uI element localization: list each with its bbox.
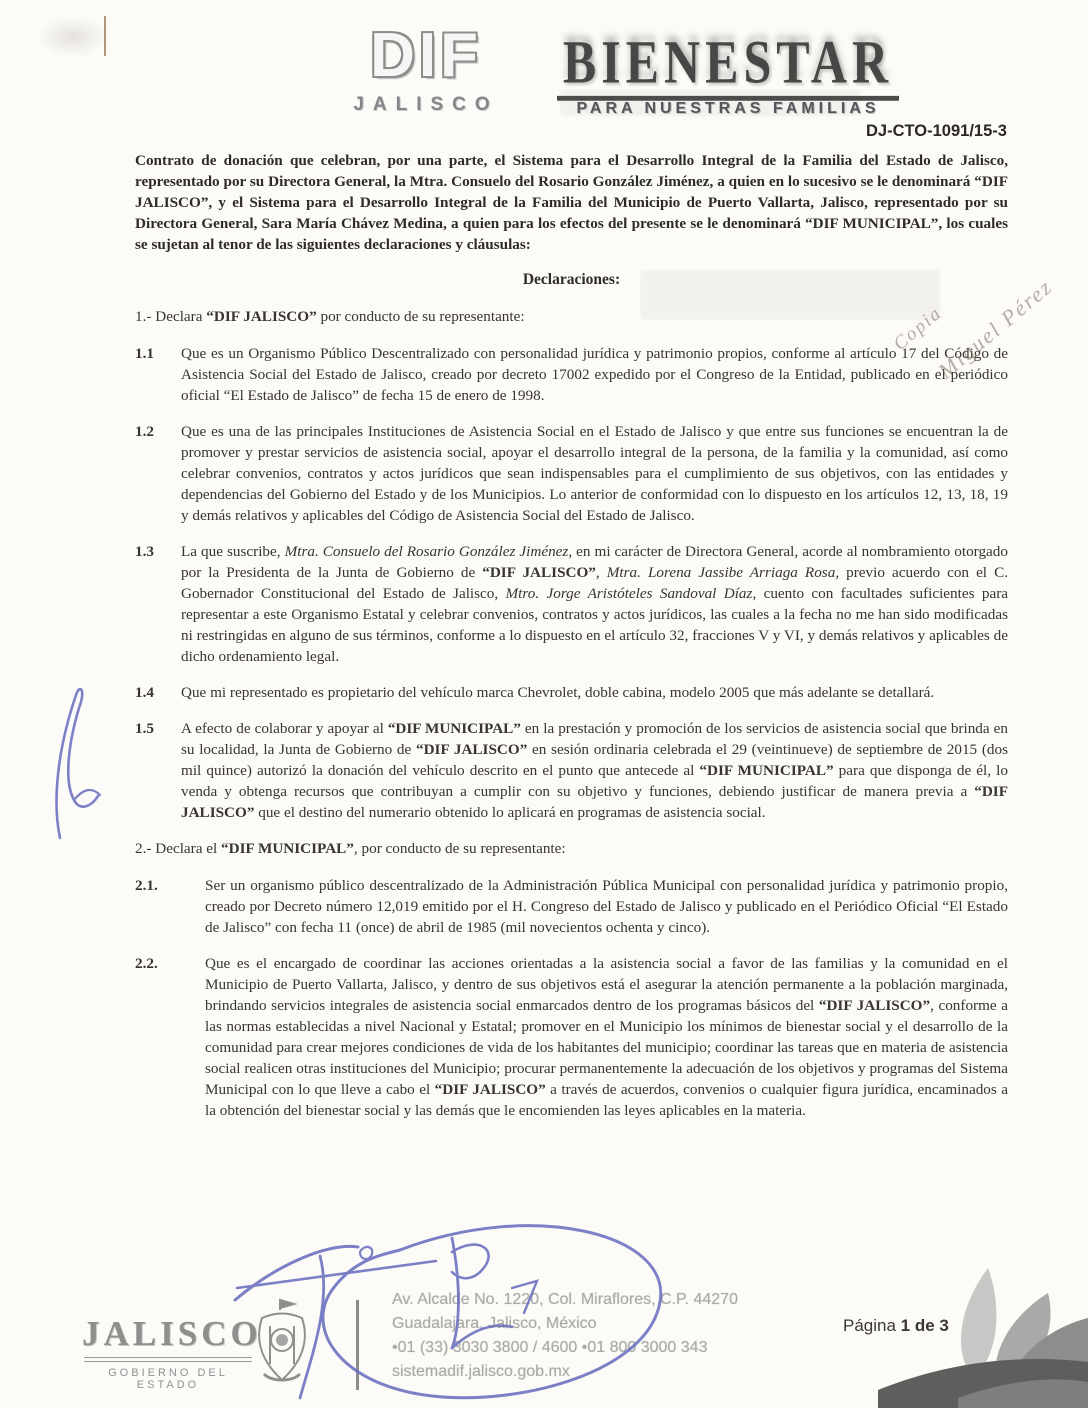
text-segment: “DIF JALISCO” xyxy=(818,997,931,1014)
jalisco-logo-text: JALISCO xyxy=(82,1314,262,1353)
text-segment: “DIF MUNICIPAL” xyxy=(699,762,834,779)
jalisco-government-logo xyxy=(82,1314,262,1391)
text-segment: Mtra. Lorena Jassibe Arriaga Rosa xyxy=(606,564,836,581)
item-text xyxy=(181,682,1008,703)
text-segment: “DIF MUNICIPAL” xyxy=(387,720,521,737)
item-text xyxy=(181,718,1008,823)
contract-intro-paragraph xyxy=(135,150,1008,255)
item-text xyxy=(205,875,1008,938)
document-reference-number: DJ-CTO-1091/15-3 xyxy=(866,122,1007,140)
declaration-item-1-1 xyxy=(135,343,1008,406)
text-segment: , por conducto de su representante: xyxy=(353,840,566,857)
text-segment: para que disponga de él, lo venda y obtenga recursos que contribuyan a cumplir con su objetivo y funciones, debiendo justificar de manera previa a xyxy=(181,762,1008,800)
item-text xyxy=(181,421,1008,526)
declarations xyxy=(135,306,1008,1121)
text-segment: A efecto de colaborar y apoyar al xyxy=(181,720,388,737)
declaration-item-2-1 xyxy=(135,875,1008,938)
text-segment: Que es una de las principales Instituciones de Asistencia Social en el Estado de Jalisco y que entre sus funciones se encuentran la de promover y prestar servicios de asistencia social, apoyar el desarrollo integral de la persona, de la familia y la comunidad, así como celebrar convenios, contratos y actos jurídicos que sean indispensables para el cumplimiento de sus objetivos, con las entidades y dependencias del Gobierno del Estado y de los Municipios. Lo anterior de conformidad con lo dispuesto en los artículos 12, 13, 18, 19 y demás relativos y aplicables del Código de Asistencia Social del Estado de Jalisco. xyxy=(181,423,1008,524)
page-label-prefix: Página xyxy=(843,1316,901,1335)
text-segment: Que es el encargado de coordinar las acciones orientadas a la asistencia social a favor de las familias y la comunidad en el Municipio de Puerto Vallarta, Jalisco, y dentro de sus objetivos está el asegurar la atención permanente a la población marginada, brindando servicios integrales de asistencia social enmarcados dentro de los programas básicos del xyxy=(205,955,1008,1014)
bienestar-logo xyxy=(498,27,958,118)
logo-divider-rule xyxy=(84,1357,252,1362)
text-segment: 2.- Declara el xyxy=(135,840,222,857)
footer-address-line: •01 (33) 3030 3800 / 4600 •01 800 3000 343 xyxy=(392,1339,708,1356)
text-segment: , conforme a las normas establecidas a nivel Nacional y Estatal; promover en el Municipio los mínimos de bienestar social y el desarrollo de la comunidad para crear mejores condiciones de vida de los habitantes del municipio; coordinar las tareas que en materia de asistencia social realicen otras instituciones del Municipio; procurar permanentemente la adecuación de los objetivos y programas del Sistema Municipal con lo que lleve a cabo el xyxy=(205,997,1008,1098)
text-segment: 1.- Declara xyxy=(135,308,207,325)
declaration-item-1-5 xyxy=(135,718,1008,823)
item-number: 1.5 xyxy=(135,720,154,737)
contract-body xyxy=(135,150,1008,1136)
declaration-heading xyxy=(135,306,1008,327)
text-segment: “DIF JALISCO” xyxy=(482,564,596,581)
scan-artifact xyxy=(36,16,110,58)
text-segment: en sesión ordinaria celebrada el 29 (veintinueve) de septiembre de 2015 (dos mil quince) autorizó la donación del vehículo descrito en el punto que antecede al xyxy=(181,741,1009,779)
handwritten-note: Miguel Pérez xyxy=(933,273,1058,384)
footer-divider xyxy=(356,1300,359,1390)
dif-logo-text: DIF xyxy=(370,21,482,90)
bienestar-logo-subtext: PARA NUESTRAS FAMILIAS xyxy=(576,100,880,117)
declaration-item-1-4 xyxy=(135,682,1008,703)
text-segment: “DIF JALISCO” xyxy=(206,308,317,325)
text-segment: La que suscribe, xyxy=(181,543,285,560)
text-segment: Mtro. Jorge Aristóteles Sandoval Díaz xyxy=(505,585,753,602)
item-number: 2.2. xyxy=(135,955,158,972)
text-segment: a través de acuerdos, convenios o cualquier figura jurídica, encaminados a la obtención del bienestar social y las demás que le encomienden las leyes aplicables en la materia. xyxy=(205,1081,1008,1119)
text-segment: por conducto de su representante: xyxy=(316,308,525,325)
text-segment: Que mi representado es propietario del vehículo marca Chevrolet, doble cabina, modelo 2005 que más adelante se detallará. xyxy=(181,684,935,701)
page-label-value: 1 de 3 xyxy=(900,1316,949,1335)
footer-address-line: sistemadif.jalisco.gob.mx xyxy=(392,1363,570,1380)
item-number: 1.4 xyxy=(135,684,154,701)
footer-address-line: Guadalajara, Jalisco, México xyxy=(392,1315,597,1332)
item-text xyxy=(181,541,1008,667)
text-segment: en la prestación y promoción de los servicios de asistencia social que brinda en su localidad, la Junta de Gobierno de xyxy=(181,720,1008,758)
text-segment: “DIF MUNICIPAL” xyxy=(221,840,354,857)
text-segment: Contrato de donación que celebran, por una parte, el Sistema para el Desarrollo Integral de la Familia del Estado de Jalisco, representado por su Directora General, la Mtra. Consuelo del Rosario González Jiménez, a quien en lo sucesivo se le denominará “DIF JALISCO”, y el Sistema para el Desarrollo Integral de la Familia del Municipio de Puerto Vallarta, Jalisco, representado por su Directora General, Sara María Chávez Medina, a quien para los efectos del presente se le denominará “DIF MUNICIPAL”, los cuales se sujetan al tenor de las siguientes declaraciones y cláusulas: xyxy=(135,152,1008,253)
item-number: 2.1. xyxy=(135,877,158,894)
footer-address xyxy=(392,1288,752,1384)
item-number: 1.2 xyxy=(135,423,154,440)
corner-leaves-decoration xyxy=(838,1258,1088,1408)
text-segment: , previo acuerdo con el C. Gobernador Constitucional del Estado de Jalisco, xyxy=(181,564,1008,602)
text-segment: , xyxy=(595,564,607,581)
jalisco-logo-subtext: GOBIERNO DEL ESTADO xyxy=(108,1367,228,1391)
item-text xyxy=(205,953,1008,1121)
text-segment: Que es un Organismo Público Descentralizado con personalidad jurídica y patrimonio propios, conforme al artículo 17 del Código de Asistencia Social del Estado de Jalisco, creado por decreto 17002 expedido por el Congreso de la Entidad, publicado en el periódico oficial “El Estado de Jalisco” de fecha 15 de enero de 1998. xyxy=(181,345,1008,404)
declaration-item-1-2 xyxy=(135,421,1008,526)
item-text xyxy=(181,343,1008,406)
text-segment: que el destino del numerario obtenido lo aplicará en programas de asistencia social. xyxy=(254,804,766,821)
declaration-item-2-2 xyxy=(135,953,1008,1121)
text-segment: , en mi carácter de Directora General, acorde al nombramiento otorgado por la Presidenta de la Junta de Gobierno de xyxy=(181,543,1008,581)
item-number: 1.3 xyxy=(135,543,154,560)
text-segment: “DIF JALISCO” xyxy=(181,783,1008,821)
item-number: 1.1 xyxy=(135,345,154,362)
text-segment: “DIF JALISCO” xyxy=(415,741,528,758)
bienestar-logo-text: BIENESTAR xyxy=(557,30,899,101)
dif-jalisco-logo xyxy=(336,21,516,116)
text-segment: “DIF JALISCO” xyxy=(434,1081,546,1098)
declaration-heading xyxy=(135,838,1008,859)
scan-artifact xyxy=(104,16,106,56)
declarations-title: Declaraciones: xyxy=(522,271,621,288)
text-segment: , cuento con facultades suficientes para representar a este Organismo Estatal y celebrar convenios, contratos y actos jurídicos, las cuales a la fecha no me han sido modificadas ni restringidas en alguno de sus términos, conforme a lo dispuesto en el artículo 32, fracciones V y VI, y demás relativos y aplicables de dicho ordenamiento legal. xyxy=(181,585,1008,665)
text-segment: Mtra. Consuelo del Rosario González Jiménez xyxy=(284,543,569,560)
handwritten-note: Copia xyxy=(889,302,947,355)
dif-logo-subtext: JALISCO xyxy=(353,94,499,115)
margin-ink-stroke xyxy=(57,689,98,838)
text-segment: Ser un organismo público descentralizado de la Administración Pública Municipal con personalidad jurídica y patrimonio propio, creado por Decreto número 12,019 emitido por el H. Congreso del Estado de Jalisco y publicado en el Periódico Oficial “El Estado de Jalisco” con fecha 11 (once) de abril de 1985 (mil novecientos ochenta y cinco). xyxy=(205,877,1008,936)
jalisco-coat-of-arms-icon xyxy=(250,1296,314,1388)
footer-address-line: Av. Alcalde No. 1220, Col. Miraflores, C.P. 44270 xyxy=(392,1291,738,1308)
declaration-item-1-3 xyxy=(135,541,1008,667)
